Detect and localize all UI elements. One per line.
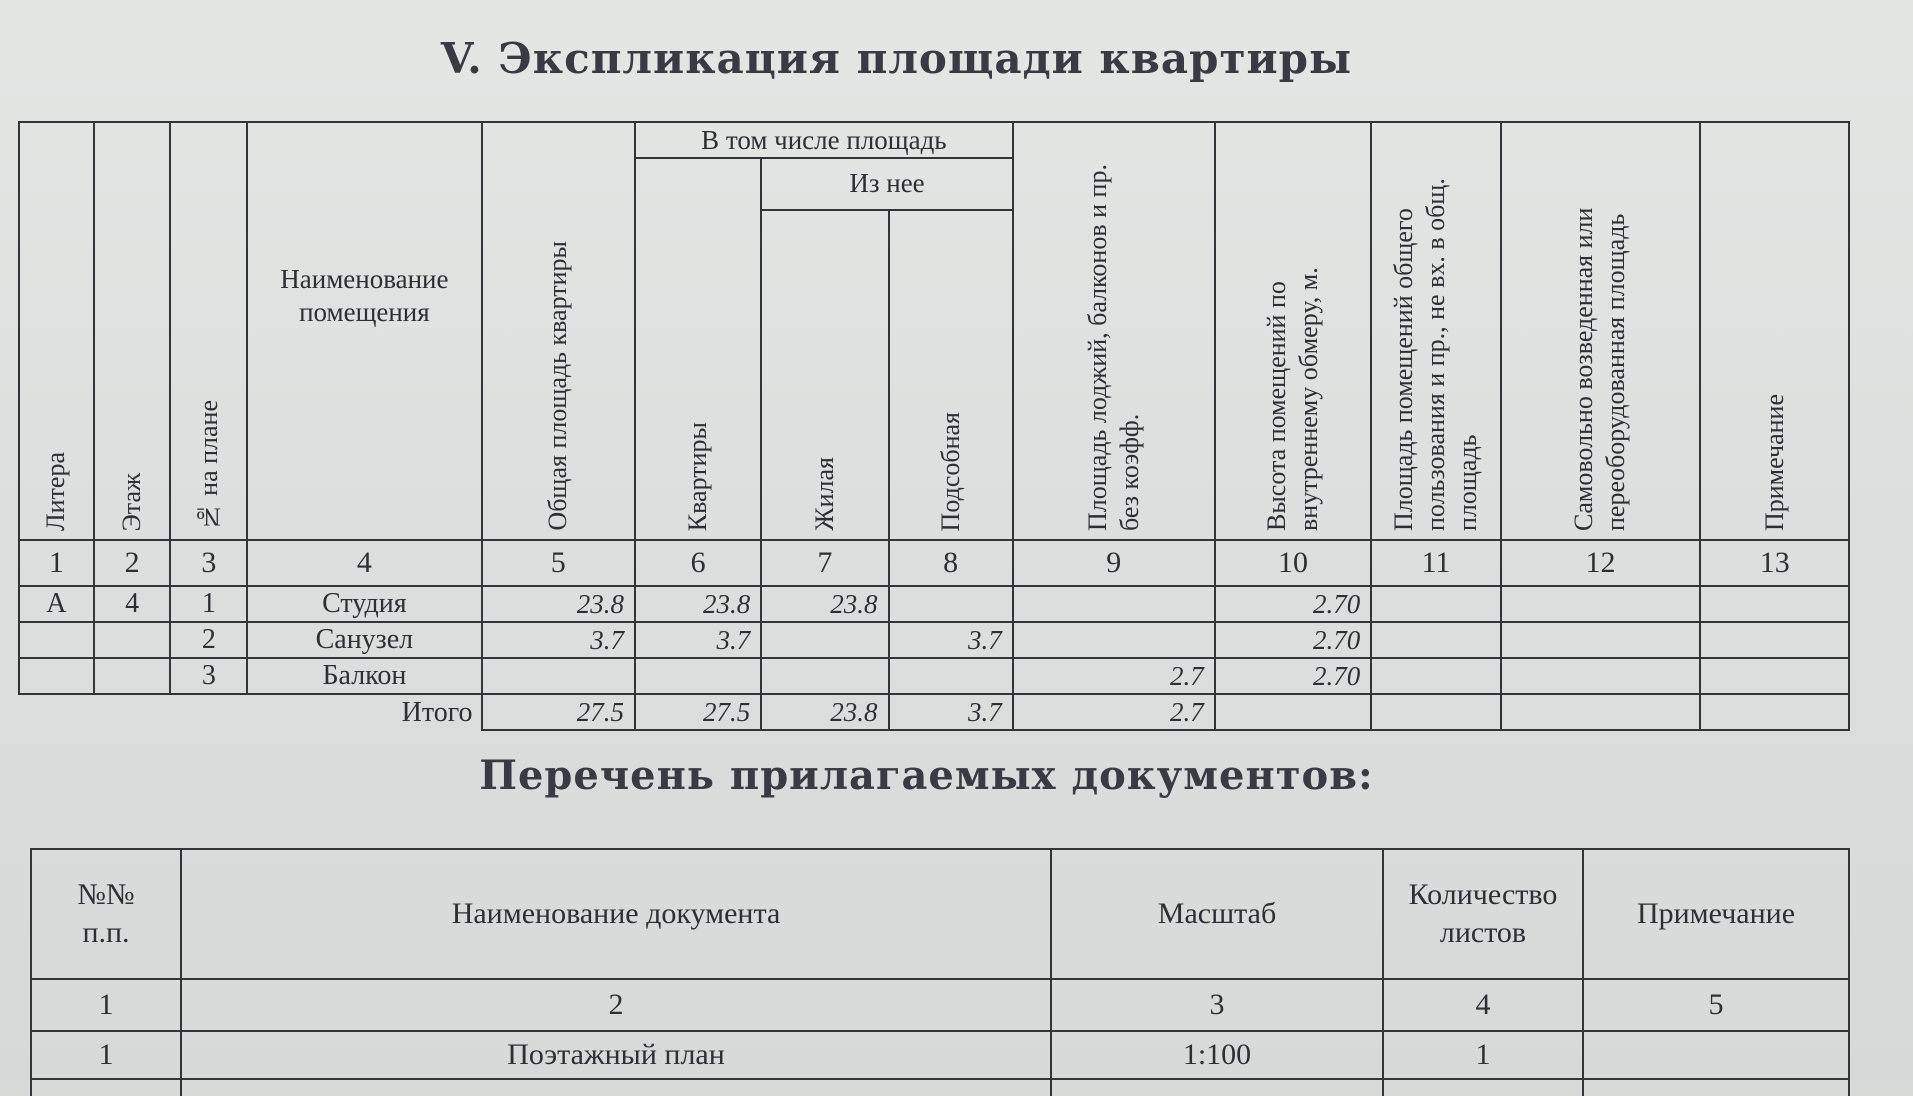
cell-apartment-area: 23.8: [635, 586, 761, 622]
cell-apartment-area: [635, 658, 761, 694]
documents-column-numbers-row: [31, 979, 1849, 1031]
column-number: 2: [94, 540, 171, 586]
header-unauthorized-area: Самовольно возведенная или переоборудованная площадь: [1501, 122, 1701, 540]
cell-doc-sheets: 1: [1383, 1031, 1583, 1079]
cell-plan-number: 1: [170, 586, 247, 622]
header-doc-sheets: Количество листов: [1383, 849, 1583, 979]
column-number: 1: [31, 979, 181, 1031]
table-row: [31, 1031, 1849, 1079]
cell-common-area: [1371, 586, 1500, 622]
cell-auxiliary-area: [889, 586, 1013, 622]
cell-height: 2.70: [1215, 658, 1372, 694]
cell-doc-number: 1: [31, 1031, 181, 1079]
cell-apartment-area: 3.7: [635, 622, 761, 658]
cell-living-area: [761, 658, 888, 694]
total-area-sum: 27.5: [482, 694, 636, 730]
column-number: 13: [1700, 540, 1849, 586]
column-number: 5: [482, 540, 636, 586]
documents-title: Перечень прилагаемых документов:: [479, 752, 1374, 799]
documents-header-row: [31, 849, 1849, 979]
total-row: [19, 694, 1849, 730]
cell-common-area: [1371, 658, 1500, 694]
cell-note: [1700, 622, 1849, 658]
cell-loggia-area: [1013, 622, 1215, 658]
header-common-area: Площадь помещений общего пользования и пр., не вх. в общ. площадь: [1371, 122, 1500, 540]
header-of-which: Из нее: [761, 158, 1012, 210]
column-number: 11: [1371, 540, 1500, 586]
header-total-area: Общая площадь квартиры: [482, 122, 636, 540]
column-number: 6: [635, 540, 761, 586]
cell-litera: А: [19, 586, 94, 622]
column-number: 5: [1583, 979, 1849, 1031]
column-number: 8: [889, 540, 1013, 586]
header-doc-name: Наименование документа: [181, 849, 1051, 979]
header-room-name: Наименование помещения: [247, 122, 481, 540]
total-living-sum: 23.8: [761, 694, 888, 730]
header-including-area: В том числе площадь: [635, 122, 1013, 158]
table-row: [19, 586, 1849, 622]
header-doc-number: №№ п.п.: [31, 849, 181, 979]
header-plan-number: № на плане: [170, 122, 247, 540]
explication-table: [18, 121, 1850, 731]
cell-total-area: [482, 658, 636, 694]
cell-living-area: 23.8: [761, 586, 888, 622]
total-label: Итого: [401, 696, 473, 728]
cell-loggia-area: [1013, 586, 1215, 622]
header-loggia-area: Площадь лоджий, балконов и пр. без коэфф.: [1013, 122, 1215, 540]
cell-common-area: [1371, 622, 1500, 658]
cell-floor: [94, 658, 171, 694]
cell-total-area: 23.8: [482, 586, 636, 622]
cell-doc-name: Поэтажный план: [181, 1031, 1051, 1079]
header-doc-scale: Масштаб: [1051, 849, 1383, 979]
total-auxiliary-sum: 3.7: [889, 694, 1013, 730]
column-number: 4: [1383, 979, 1583, 1031]
cell-auxiliary-area: [889, 658, 1013, 694]
documents-table: [30, 848, 1850, 1096]
table-row: [19, 622, 1849, 658]
explication-title: V. Экспликация площади квартиры: [440, 34, 1353, 83]
total-loggia-sum: 2.7: [1013, 694, 1215, 730]
cell-room-name: Санузел: [247, 622, 481, 658]
cell-note: [1700, 586, 1849, 622]
cell-litera: [19, 658, 94, 694]
cell-living-area: [761, 622, 888, 658]
cell-height: 2.70: [1215, 622, 1372, 658]
cell-floor: [94, 622, 171, 658]
cell-plan-number: 2: [170, 622, 247, 658]
cell-loggia-area: 2.7: [1013, 658, 1215, 694]
cell-total-area: 3.7: [482, 622, 636, 658]
header-height: Высота помещений по внутреннему обмеру, м.: [1215, 122, 1372, 540]
column-number: 3: [170, 540, 247, 586]
header-apartment-area: Квартиры: [635, 158, 761, 540]
cell-room-name: Балкон: [247, 658, 481, 694]
cell-floor: 4: [94, 586, 171, 622]
column-number: 10: [1215, 540, 1372, 586]
cell-litera: [19, 622, 94, 658]
cell-height: 2.70: [1215, 586, 1372, 622]
header-doc-note: Примечание: [1583, 849, 1849, 979]
column-number: 2: [181, 979, 1051, 1031]
header-note: Примечание: [1700, 122, 1849, 540]
cell-unauthorized-area: [1501, 586, 1701, 622]
total-apartment-sum: 27.5: [635, 694, 761, 730]
cell-note: [1700, 658, 1849, 694]
cell-auxiliary-area: 3.7: [889, 622, 1013, 658]
cell-plan-number: 3: [170, 658, 247, 694]
column-number: 12: [1501, 540, 1701, 586]
column-number: 1: [19, 540, 94, 586]
table-row: [19, 658, 1849, 694]
cell-room-name: Студия: [247, 586, 481, 622]
column-number: 7: [761, 540, 888, 586]
cell-unauthorized-area: [1501, 622, 1701, 658]
header-living-area: Жилая: [761, 210, 888, 540]
column-number: 3: [1051, 979, 1383, 1031]
cell-doc-note: [1583, 1031, 1849, 1079]
header-litera: Литера: [19, 122, 94, 540]
header-auxiliary-area: Подсобная: [889, 210, 1013, 540]
cell-unauthorized-area: [1501, 658, 1701, 694]
header-floor: Этаж: [94, 122, 171, 540]
column-numbers-row: [19, 540, 1849, 586]
column-number: 9: [1013, 540, 1215, 586]
column-number: 4: [247, 540, 481, 586]
cell-doc-scale: 1:100: [1051, 1031, 1383, 1079]
